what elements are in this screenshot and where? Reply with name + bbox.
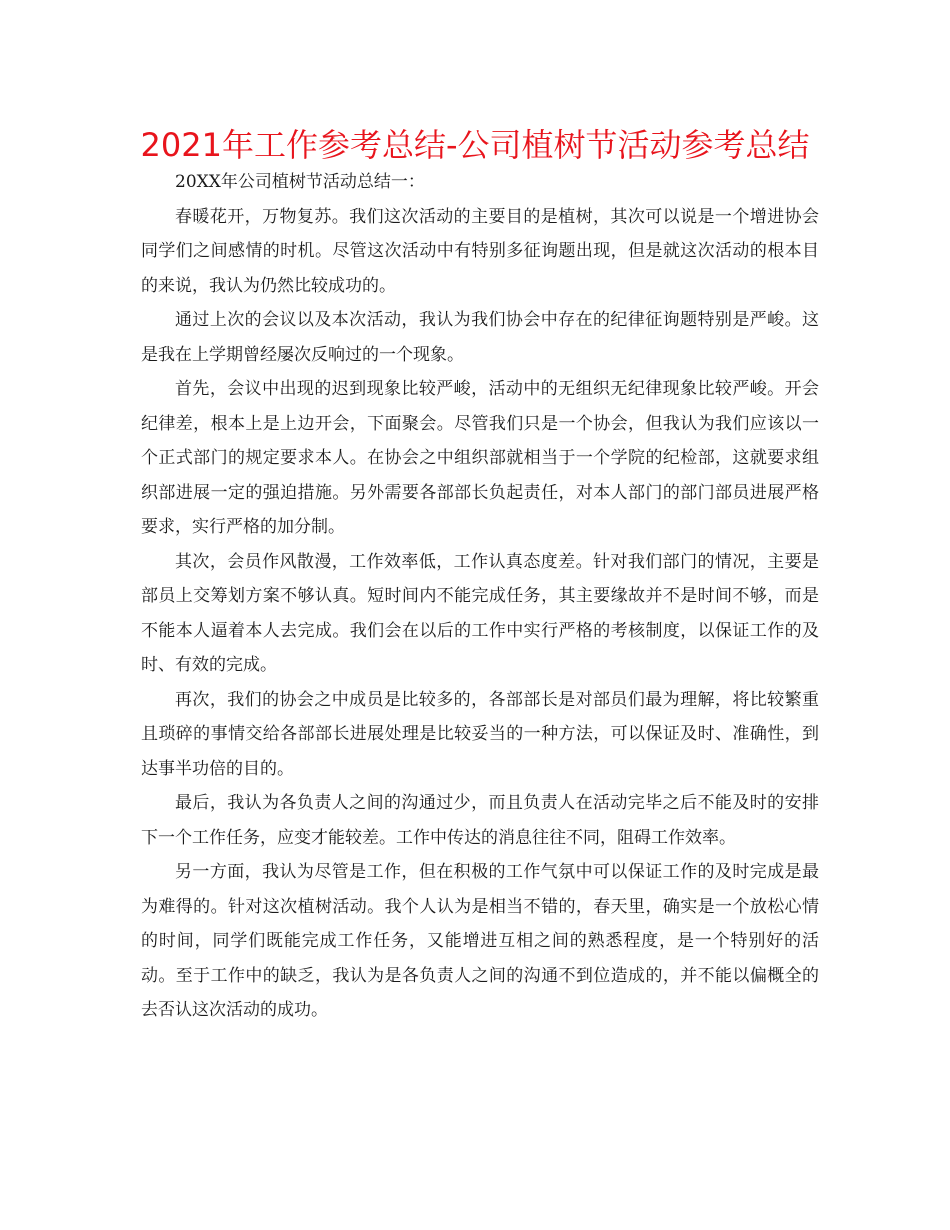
document-body [141,165,819,1028]
paragraph: 最后，我认为各负责人之间的沟通过少，而且负责人在活动完毕之后不能及时的安排下一个工作任务，应变才能较差。工作中传达的消息往往不同，阻碍工作效率。 [141,793,819,848]
paragraph: 另一方面，我认为尽管是工作，但在积极的工作气氛中可以保证工作的及时完成是最为难得的。针对这次植树活动。我个人认为是相当不错的，春天里，确实是一个放松心情的时间，同学们既能完成工作任务，又能增进互相之间的熟悉程度，是一个特别好的活动。至于工作中的缺乏，我认为是各负责人之间的沟通不到位造成的，并不能以偏概全的去否认这次活动的成功。 [141,862,819,1020]
document-title: 2021年工作参考总结-公司植树节活动参考总结 [140,126,810,164]
paragraph: 再次，我们的协会之中成员是比较多的，各部部长是对部员们最为理解，将比较繁重且琐碎的事情交给各部部长进展处理是比较妥当的一种方法，可以保证及时、准确性，到达事半功倍的目的。 [141,689,819,779]
paragraph: 其次，会员作风散漫，工作效率低，工作认真态度差。针对我们部门的情况，主要是部员上交筹划方案不够认真。短时间内不能完成任务，其主要缘故并不是时间不够，而是不能本人逼着本人去完成。我们会在以后的工作中实行严格的考核制度，以保证工作的及时、有效的完成。 [141,551,819,675]
paragraph: 通过上次的会议以及本次活动，我认为我们协会中存在的纪律征询题特别是严峻。这是我在上学期曾经屡次反响过的一个现象。 [141,310,819,365]
paragraph: 首先，会议中出现的迟到现象比较严峻，活动中的无组织无纪律现象比较严峻。开会纪律差，根本上是上边开会，下面聚会。尽管我们只是一个协会，但我认为我们应该以一个正式部门的规定要求本人。在协会之中组织部就相当于一个学院的纪检部，这就要求组织部进展一定的强迫措施。另外需要各部部长负起责任，对本人部门的部门部员进展严格要求，实行严格的加分制。 [141,379,819,537]
paragraph-heading: 20XX年公司植树节活动总结一： [175,172,425,192]
paragraph: 春暖花开，万物复苏。我们这次活动的主要目的是植树，其次可以说是一个增进协会同学们之间感情的时机。尽管这次活动中有特别多征询题出现，但是就这次活动的根本目的来说，我认为仍然比较成功的。 [141,206,819,296]
